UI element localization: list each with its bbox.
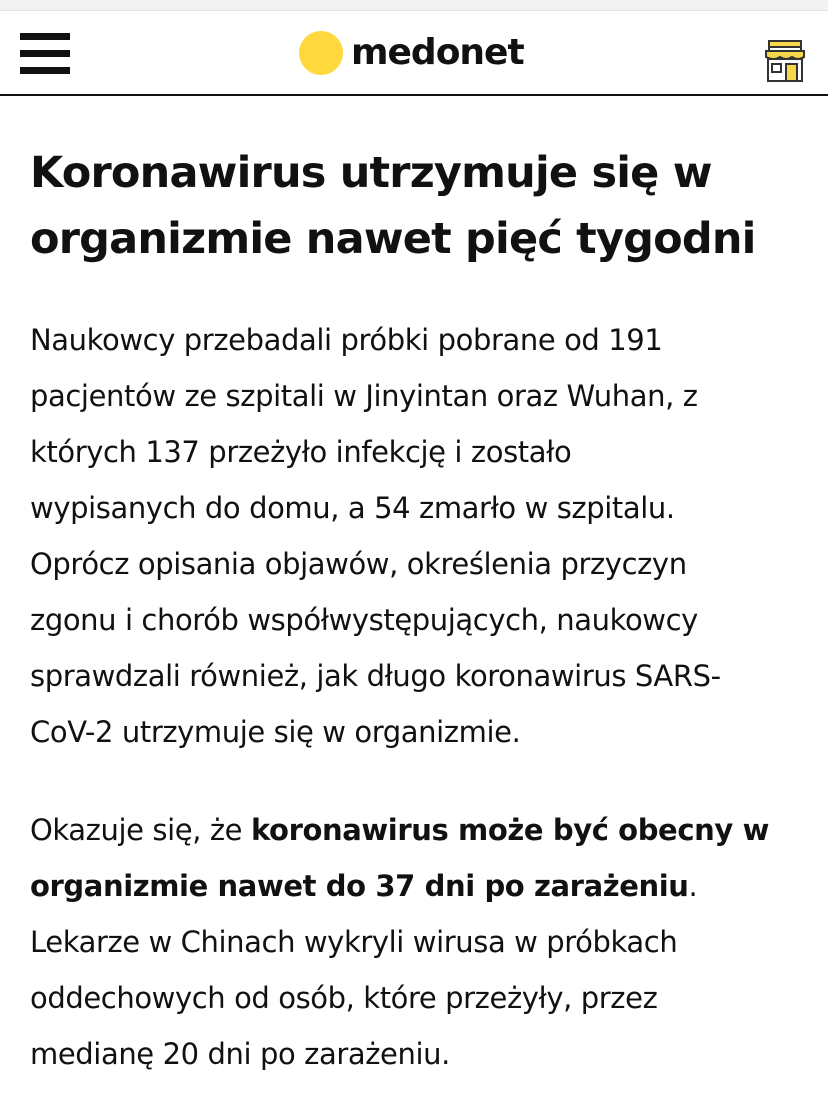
article-title [30, 140, 805, 272]
hamburger-icon-bar [20, 67, 70, 74]
paragraph-line: oddechowych od osób, które przeżyły, przez [30, 981, 658, 1015]
paragraph-lead: Okazuje się, że [30, 813, 251, 847]
site-header [0, 11, 828, 96]
paragraph-line: Oprócz opisania objawów, określenia przyczyn [30, 547, 687, 581]
shop-button[interactable] [763, 39, 807, 83]
bold-highlight: koronawirus może być obecny w [250, 813, 769, 847]
paragraph-period: . [688, 869, 698, 903]
paragraph-line: Lekarze w Chinach wykryli wirusa w próbkach [30, 925, 678, 959]
logo-dot-icon [299, 31, 343, 75]
paragraph-line: wypisanych do domu, a 54 zmarło w szpitalu. [30, 491, 675, 525]
paragraph-line: sprawdzali również, jak długo koronawirus SARS- [30, 659, 721, 693]
article-paragraph-1 [30, 312, 805, 760]
paragraph-line: zgonu i chorób współwystępujących, naukowcy [30, 603, 698, 637]
paragraph-line: których 137 przeżyło infekcję i zostało [30, 435, 572, 469]
title-line: Koronawirus utrzymuje się w [30, 148, 712, 198]
medonet-logo-link[interactable] [299, 29, 524, 77]
article-paragraph-2 [30, 802, 805, 1082]
bold-highlight: organizmie nawet do 37 dni po zarażeniu [30, 869, 689, 903]
paragraph-line: pacjentów ze szpitali w Jinyintan oraz Wuhan, z [30, 379, 698, 413]
hamburger-icon-bar [20, 50, 70, 57]
title-line: organizmie nawet pięć tygodni [30, 214, 756, 264]
paragraph-line: CoV-2 utrzymuje się w organizmie. [30, 715, 521, 749]
paragraph-line: medianę 20 dni po zarażeniu. [30, 1037, 450, 1071]
menu-button[interactable] [20, 33, 72, 75]
article-content [30, 140, 805, 1071]
hamburger-icon [20, 33, 70, 40]
shop-icon [763, 39, 807, 83]
logo-text: medonet [351, 32, 524, 73]
browser-top-strip [0, 0, 828, 11]
paragraph-line: Naukowcy przebadali próbki pobrane od 191 [30, 323, 663, 357]
